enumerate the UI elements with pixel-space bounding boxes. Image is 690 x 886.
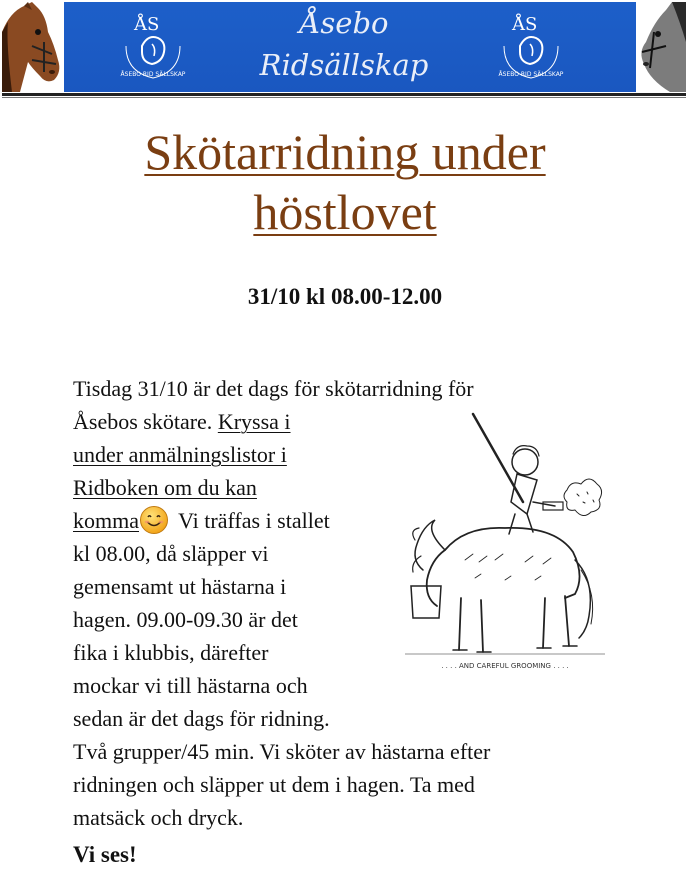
club-emblem: [490, 6, 572, 88]
emblem-ring-text: ÅSEBO RID SÄLLSKAP: [120, 71, 186, 78]
club-name-line1: Åsebo: [299, 6, 389, 40]
club-banner: [2, 2, 686, 92]
club-name-line2: Ridsällskap: [259, 48, 429, 82]
smiling-face-icon: [139, 505, 169, 535]
body-line: gemensamt ut hästarna i: [73, 574, 287, 599]
signup-instruction: under anmälningslistor i: [73, 442, 287, 467]
body-line: mockar vi till hästarna och: [73, 673, 308, 698]
bay-horse-head-image: [2, 2, 64, 92]
body-line: hagen. 09.00-09.30 är det: [73, 607, 298, 632]
illustration-caption: . . . . AND CAREFUL GROOMING . . . .: [441, 662, 569, 670]
body-line: fika i klubbis, därefter: [73, 640, 269, 665]
body-line: Tisdag 31/10 är det dags för skötarridning för: [73, 376, 474, 401]
club-emblem: [112, 6, 194, 88]
closing-text: Vi ses!: [73, 842, 137, 867]
body-line: sedan är det dags för ridning.: [73, 706, 330, 731]
title-line2: höstlovet: [253, 184, 437, 240]
banner-divider: [2, 93, 686, 96]
grey-horse-head-image: [636, 2, 686, 92]
body-line: matsäck och dryck.: [73, 805, 244, 830]
signup-instruction: Ridboken om du kan: [73, 475, 257, 500]
event-date: 31/10 kl 08.00-12.00: [247, 284, 443, 309]
body-line: Två grupper/45 min. Vi sköter av hästarna efter: [73, 739, 491, 764]
pony-grooming-illustration: [405, 410, 605, 672]
body-line: kl 08.00, då släpper vi: [73, 541, 269, 566]
body-text-segment: Åsebos skötare.: [73, 409, 218, 434]
signup-instruction: Kryssa i: [217, 409, 291, 434]
body-text-segment: Vi träffas i stallet: [173, 508, 330, 533]
banner-divider-thin: [2, 97, 686, 98]
emblem-monogram: ÅS: [512, 14, 538, 35]
emblem-ring-text: ÅSEBO RID SÄLLSKAP: [498, 71, 564, 78]
page-title: [60, 122, 630, 242]
title-line1: Skötarridning under: [144, 124, 546, 180]
emblem-monogram: ÅS: [134, 14, 160, 35]
body-line: ridningen och släpper ut dem i hagen. Ta med: [73, 772, 475, 797]
signup-instruction: komma: [73, 508, 139, 533]
